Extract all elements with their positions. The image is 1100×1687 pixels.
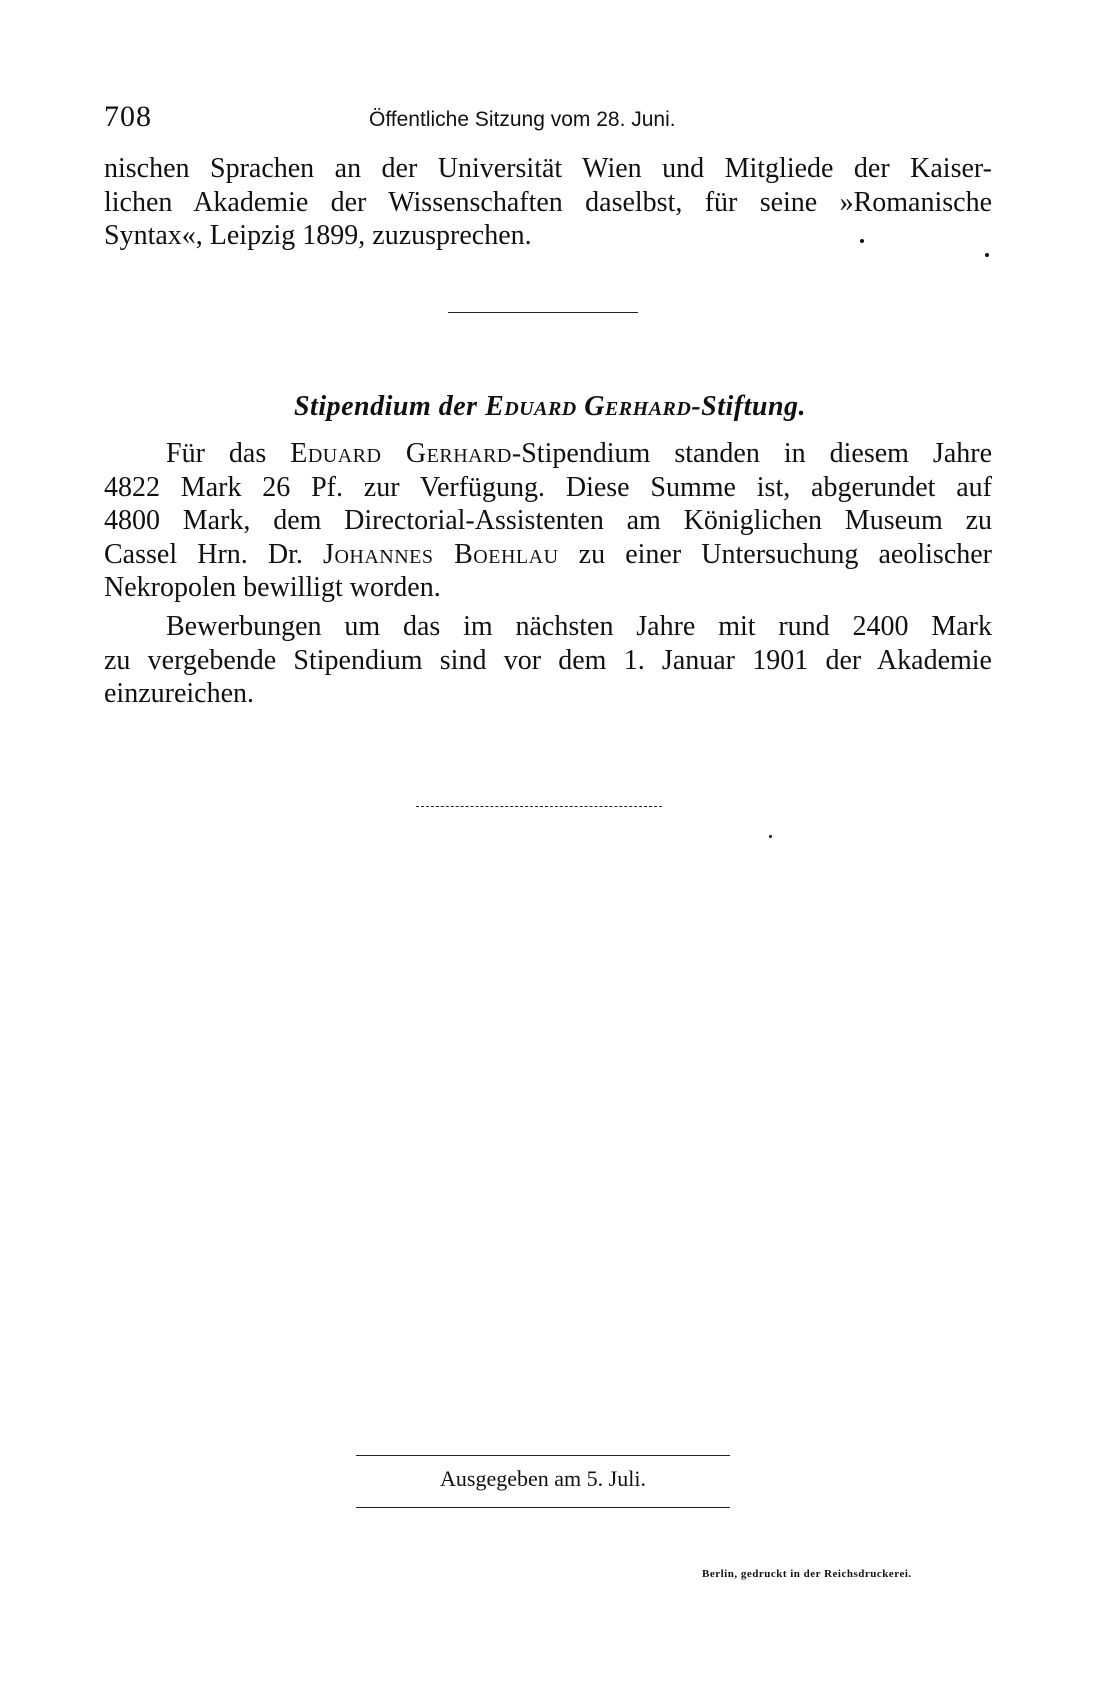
text-line: Bewerbungen um das im nächsten Jahre mit rund 2400 Mark: [166, 611, 992, 642]
page-number: 708: [104, 100, 152, 133]
print-speck: [860, 239, 864, 243]
text-line: Nekropolen bewilligt worden.: [104, 572, 441, 603]
footer-rule-top: [356, 1455, 730, 1456]
text-line: zu vergebende Stipendium sind vor dem 1. Januar 1901 der Akademie: [104, 644, 992, 676]
end-divider: [416, 806, 662, 807]
text-line: 4800 Mark, dem Directorial-Assistenten am Königlichen Museum zu: [104, 505, 992, 536]
section-divider: [448, 312, 638, 313]
section-heading-part: Stipendium der: [293, 391, 486, 422]
text-run: Für das: [166, 438, 291, 469]
footer-rule-bottom: [356, 1507, 730, 1508]
issue-date: Ausgegeben am 5. Juli.: [440, 1466, 646, 1491]
text-run: Cassel Hrn. Dr.: [104, 538, 324, 570]
text-run: -Stipendium standen in diesem Jahre: [511, 438, 993, 469]
print-speck: [769, 835, 772, 838]
paragraph-applications: [104, 610, 992, 711]
running-head: [104, 100, 984, 140]
paragraph-continuation: [104, 152, 992, 253]
text-line: lichen Akademie der Wissenschaften daselbst, für seine »Romanische: [104, 186, 992, 218]
paragraph-stipend: [104, 437, 992, 605]
text-line: einzureichen.: [104, 678, 255, 709]
text-line: Syntax«, Leipzig 1899, zuzusprechen.: [104, 220, 532, 251]
print-speck: [985, 253, 989, 257]
printer-imprint: Berlin, gedruckt in der Reichsdruckerei.: [702, 1568, 912, 1580]
section-heading-name: Eduard Gerhard: [485, 391, 692, 422]
text-line: 4822 Mark 26 Pf. zur Verfügung. Diese Summe ist, abgerundet auf: [104, 471, 992, 503]
text-line: nischen Sprachen an der Universität Wien und Mitgliede der Kaiser-: [104, 153, 992, 184]
person-name: Johannes Boehlau: [323, 538, 559, 570]
section-heading-part: -Stiftung.: [691, 391, 807, 422]
running-title: Öffentliche Sitzung vom 28. Juni.: [369, 108, 676, 131]
text-line: [104, 538, 992, 572]
text-run: zu einer Untersuchung aeolischer: [558, 538, 992, 570]
section-heading: [0, 391, 1100, 423]
person-name: Eduard Gerhard: [290, 438, 512, 469]
text-line: [104, 437, 992, 471]
